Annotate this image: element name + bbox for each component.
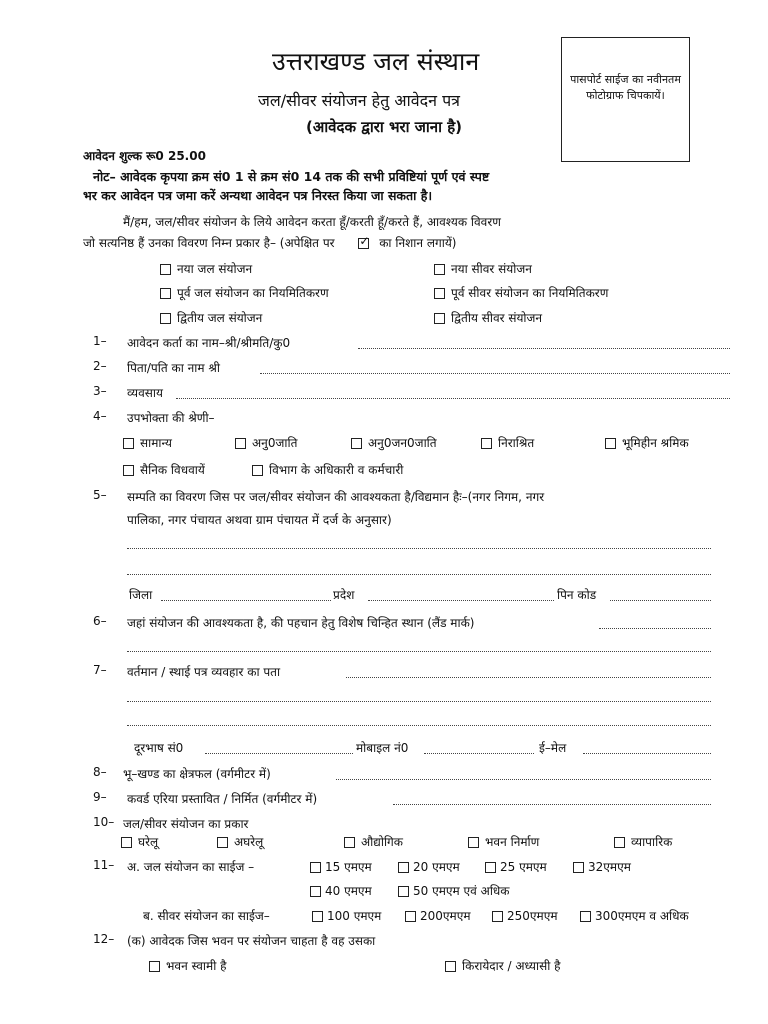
water-size-15[interactable]: 15 एमएम — [310, 858, 372, 875]
field-4-label: उपभोक्ता की श्रेणी– — [127, 411, 215, 425]
note-line-2: भर कर आवेदन पत्र जमा करें अन्यथा आवेदन पत्र निरस्त किया जा सकता है। — [83, 188, 433, 203]
address-line-2[interactable] — [127, 700, 711, 702]
checkbox-icon[interactable] — [310, 862, 321, 873]
property-line-2[interactable] — [127, 573, 711, 575]
usage-construction[interactable]: भवन निर्माण — [468, 833, 539, 850]
checkbox-icon[interactable] — [123, 438, 134, 449]
field-7-num: 7– — [93, 663, 107, 677]
option-new-water[interactable]: नया जल संयोजन — [160, 260, 252, 277]
checkbox-icon[interactable] — [160, 264, 171, 275]
mobile-field[interactable] — [424, 752, 534, 754]
category-widow[interactable]: सैनिक विधवायें — [123, 461, 205, 478]
option-second-sewer[interactable]: द्वितीय सीवर संयोजन — [434, 309, 542, 326]
checkbox-icon[interactable] — [398, 862, 409, 873]
checkbox-icon[interactable] — [252, 465, 263, 476]
checkbox-icon[interactable] — [481, 438, 492, 449]
field-1-num: 1– — [93, 334, 107, 348]
field-8-num: 8– — [93, 765, 107, 779]
checkbox-icon[interactable] — [492, 911, 503, 922]
checkbox-icon[interactable] — [614, 837, 625, 848]
field-9-label: कवर्ड एरिया प्रस्तावित / निर्मित (वर्गमीटर में) — [127, 792, 318, 806]
field-3-label: व्यवसाय — [127, 386, 163, 400]
state-label: प्रदेश — [333, 588, 355, 602]
category-st[interactable]: अनु0जन0जाति — [351, 434, 437, 451]
checkbox-icon[interactable] — [123, 465, 134, 476]
checkmark-sample-icon — [358, 238, 369, 249]
state-field[interactable] — [368, 599, 554, 601]
occupation-field[interactable] — [176, 397, 730, 399]
sewer-size-250[interactable]: 250एमएम — [492, 907, 558, 924]
water-size-50[interactable]: 50 एमएम एवं अधिक — [398, 882, 510, 899]
field-11-num: 11– — [93, 858, 115, 872]
checkbox-icon[interactable] — [160, 288, 171, 299]
mobile-label: मोबाइल नं0 — [356, 741, 409, 755]
field-2-label: पिता/पति का नाम श्री — [127, 361, 220, 375]
usage-domestic[interactable]: घरेलू — [121, 833, 158, 850]
category-staff[interactable]: विभाग के अधिकारी व कर्मचारी — [252, 461, 403, 478]
option-new-sewer[interactable]: नया सीवर संयोजन — [434, 260, 532, 277]
note-line-1: नोट– आवेदक कृपया क्रम सं0 1 से क्रम सं0 14 तक की सभी प्रविष्टियां पूर्ण एवं स्पष्ट — [93, 169, 490, 184]
property-line-1[interactable] — [127, 547, 711, 549]
checkbox-icon[interactable] — [434, 313, 445, 324]
checkbox-icon[interactable] — [217, 837, 228, 848]
address-field[interactable] — [346, 676, 711, 678]
usage-nondomestic[interactable]: अघरेलू — [217, 833, 263, 850]
option-reg-water[interactable]: पूर्व जल संयोजन का नियमितिकरण — [160, 284, 329, 301]
field-7-label: वर्तमान / स्थाई पत्र व्यवहार का पता — [127, 665, 281, 679]
ownership-tenant[interactable]: किरायेदार / अध्यासी है — [445, 957, 561, 974]
sewer-size-300[interactable]: 300एमएम व अधिक — [580, 907, 689, 924]
usage-industrial[interactable]: औद्योगिक — [344, 833, 403, 850]
intro-line-2 — [83, 234, 457, 251]
checkbox-icon[interactable] — [434, 288, 445, 299]
pincode-field[interactable] — [610, 599, 711, 601]
field-6-num: 6– — [93, 614, 107, 628]
checkbox-icon[interactable] — [405, 911, 416, 922]
checkbox-icon[interactable] — [573, 862, 584, 873]
phone-field[interactable] — [205, 752, 353, 754]
field-10-num: 10– — [93, 815, 115, 829]
checkbox-icon[interactable] — [312, 911, 323, 922]
office-title: उत्तराखण्ड जल संस्थान — [272, 47, 480, 76]
photo-box-text: पासपोर्ट साईज का नवीनतम फोटोग्राफ चिपकायें। — [570, 73, 681, 102]
category-sc[interactable]: अनु0जाति — [235, 434, 297, 451]
checkbox-icon[interactable] — [310, 886, 321, 897]
checkbox-icon[interactable] — [121, 837, 132, 848]
district-label: जिला — [129, 588, 153, 602]
sewer-size-label: ब. सीवर संयोजन का साईज– — [143, 909, 270, 923]
photo-box — [561, 37, 690, 162]
email-label: ई–मेल — [539, 741, 567, 755]
application-fee: आवेदन शुल्क रू0 25.00 — [83, 149, 206, 163]
field-3-num: 3– — [93, 384, 107, 398]
checkbox-icon[interactable] — [468, 837, 479, 848]
intro-line-2b: का निशान लगायें) — [379, 236, 457, 250]
plot-area-field[interactable] — [336, 778, 711, 780]
checkbox-icon[interactable] — [605, 438, 616, 449]
address-line-3[interactable] — [127, 724, 711, 726]
form-subtitle: जल/सीवर संयोजन हेतु आवेदन पत्र — [258, 91, 461, 110]
landmark-line-2[interactable] — [127, 650, 711, 652]
email-field[interactable] — [583, 752, 711, 754]
sewer-size-100[interactable]: 100 एमएम — [312, 907, 381, 924]
applicant-name-field[interactable] — [358, 347, 730, 349]
water-size-20[interactable]: 20 एमएम — [398, 858, 460, 875]
field-8-label: भू–खण्ड का क्षेत्रफल (वर्गमीटर में) — [123, 767, 271, 781]
intro-line-2a: जो सत्यनिष्ठ हैं उनका विवरण निम्न प्रकार है– (अपेक्षित पर — [83, 236, 335, 250]
field-10-label: जल/सीवर संयोजन का प्रकार — [123, 817, 249, 831]
water-size-32[interactable]: 32एमएम — [573, 858, 631, 875]
field-12-num: 12– — [93, 932, 115, 946]
father-name-field[interactable] — [260, 372, 730, 374]
field-6-label: जहां संयोजन की आवश्यकता है, की पहचान हेतु विशेष चिन्हित स्थान (लैंड मार्क) — [127, 616, 475, 630]
pincode-label: पिन कोड — [557, 588, 597, 602]
checkbox-icon[interactable] — [485, 862, 496, 873]
checkbox-icon[interactable] — [344, 837, 355, 848]
field-5-line-1: सम्पति का विवरण जिस पर जल/सीवर संयोजन की आवश्यकता है/विद्यमान हैः–(नगर निगम, नगर — [127, 490, 545, 504]
option-second-water[interactable]: द्वितीय जल संयोजन — [160, 309, 262, 326]
ownership-owner[interactable]: भवन स्वामी है — [149, 957, 227, 974]
checkbox-icon[interactable] — [235, 438, 246, 449]
water-size-label: अ. जल संयोजन का साईज – — [127, 860, 255, 874]
landmark-field[interactable] — [599, 627, 711, 629]
checkbox-icon[interactable] — [445, 961, 456, 972]
category-general[interactable]: सामान्य — [123, 434, 172, 451]
checkbox-icon[interactable] — [160, 313, 171, 324]
field-12-label: (क) आवेदक जिस भवन पर संयोजन चाहता है वह उसका — [127, 934, 376, 948]
checkbox-icon[interactable] — [580, 911, 591, 922]
field-1-label: आवेदन कर्ता का नाम–श्री/श्रीमति/कु0 — [127, 336, 291, 350]
option-reg-sewer[interactable]: पूर्व सीवर संयोजन का नियमितिकरण — [434, 284, 608, 301]
phone-label: दूरभाष सं0 — [134, 741, 184, 755]
fill-note: (आवेदक द्वारा भरा जाना है) — [306, 118, 463, 136]
intro-line-1: मैं/हम, जल/सीवर संयोजन के लिये आवेदन करता हूँ/करती हूँ/करते हैं, आवश्यक विवरण — [123, 215, 501, 229]
covered-area-field[interactable] — [393, 803, 711, 805]
district-field[interactable] — [161, 599, 331, 601]
category-destitute[interactable]: निराश्रित — [481, 434, 534, 451]
field-5-line-2: पालिका, नगर पंचायत अथवा ग्राम पंचायत में दर्ज के अनुसार) — [127, 513, 392, 527]
checkbox-icon[interactable] — [398, 886, 409, 897]
checkbox-icon[interactable] — [434, 264, 445, 275]
water-size-40[interactable]: 40 एमएम — [310, 882, 372, 899]
checkbox-icon[interactable] — [149, 961, 160, 972]
usage-commercial[interactable]: व्यापारिक — [614, 833, 672, 850]
field-4-num: 4– — [93, 409, 107, 423]
checkbox-icon[interactable] — [351, 438, 362, 449]
category-landless[interactable]: भूमिहीन श्रमिक — [605, 434, 689, 451]
water-size-25[interactable]: 25 एमएम — [485, 858, 547, 875]
sewer-size-200[interactable]: 200एमएम — [405, 907, 471, 924]
field-5-num: 5– — [93, 488, 107, 502]
field-9-num: 9– — [93, 790, 107, 804]
field-2-num: 2– — [93, 359, 107, 373]
